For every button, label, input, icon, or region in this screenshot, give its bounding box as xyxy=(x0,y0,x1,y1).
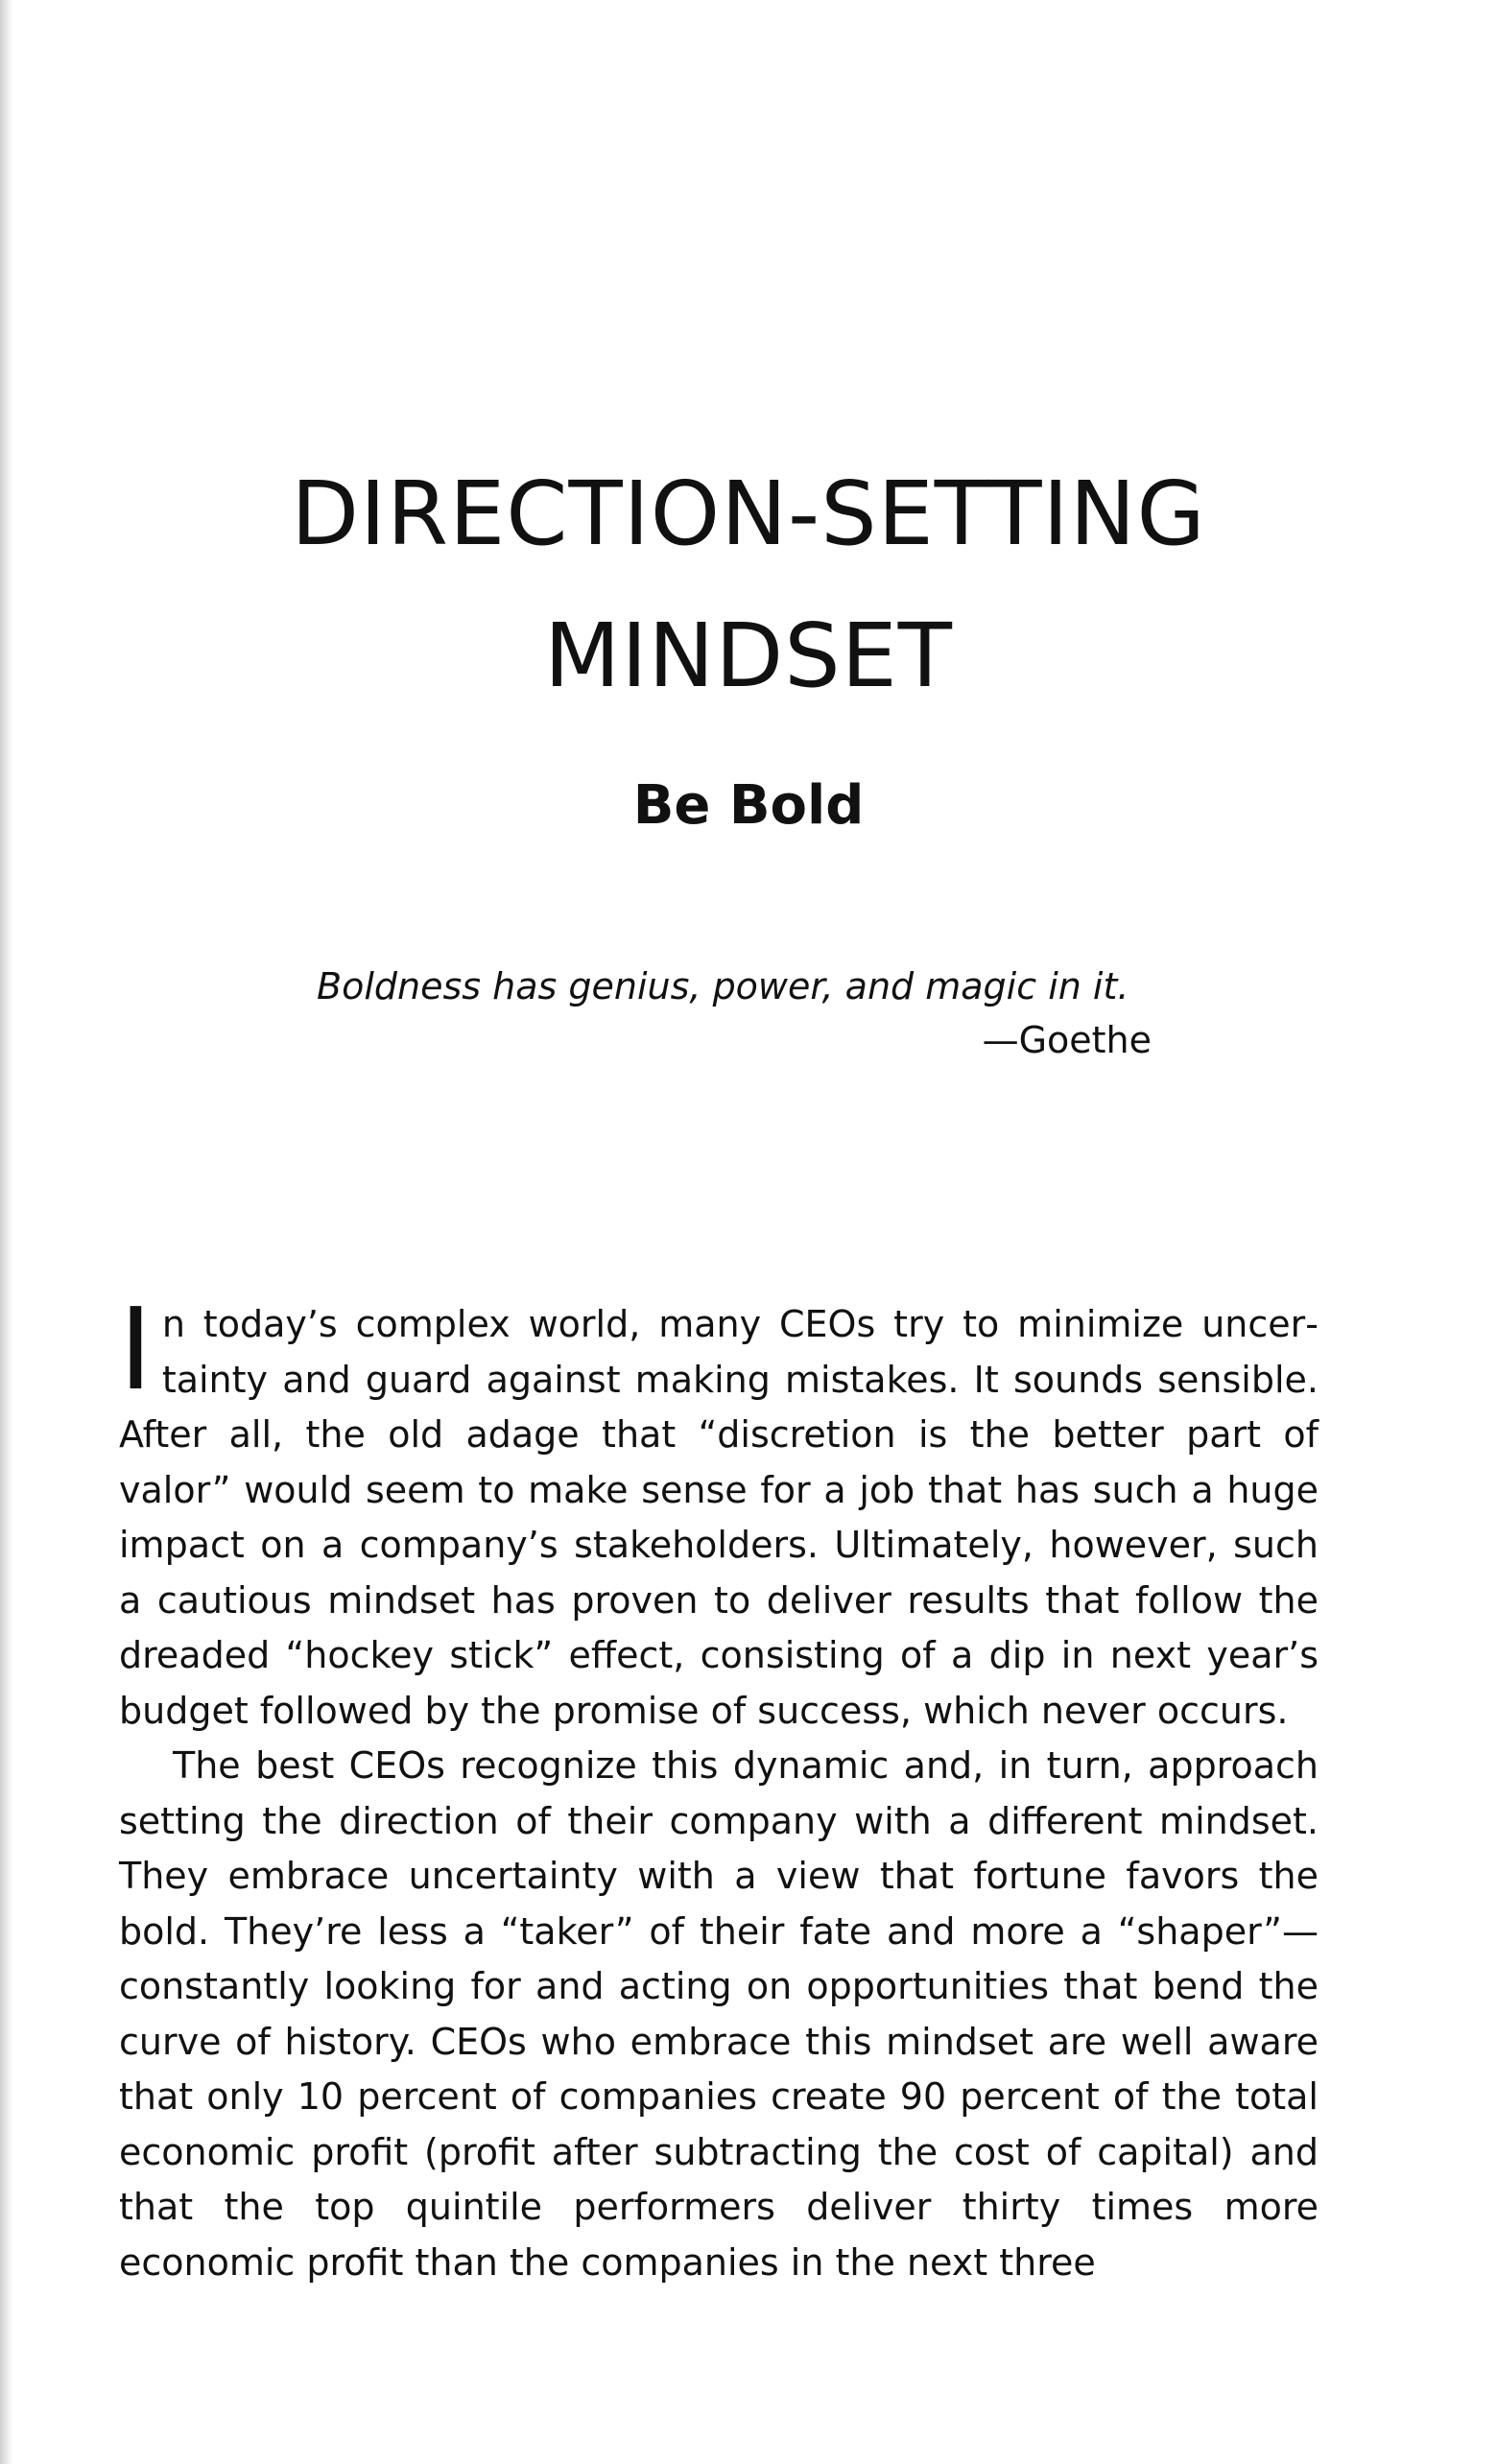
chapter-subtitle: Be Bold xyxy=(632,774,865,837)
chapter-title-line-1: DIRECTION-SETTING xyxy=(291,462,1206,565)
body-paragraph-1: In today’s complex world, many CEOs try to minimize uncertainty and guard against making mistakes. It sounds sensible. After all, the old adage that “discretion is the better part of valor” would seem to make sense for a job that has such a huge impact on a company’s stakeholders. Ultimately, however, such a cautious mindset has proven to deliver results that follow the dreaded “hockey stick” effect, consisting of a dip in next year’s budget followed by the promise of success, which never occurs. xyxy=(119,1283,1319,1732)
epigraph xyxy=(317,960,1152,1067)
body-text xyxy=(119,1283,1319,2290)
chapter-title-line-2: MINDSET xyxy=(544,604,953,707)
epigraph-attribution: —Goethe xyxy=(982,1019,1152,1061)
page-edge xyxy=(0,0,13,2464)
chapter-title xyxy=(0,443,1497,727)
epigraph-quote: Boldness has genius, power, and magic in it. xyxy=(317,965,1129,1007)
body-paragraph-2: The best CEOs recognize this dynamic and, in turn, approach setting the direction of their company with a different mindset. They embrace uncertainty with a view that fortune favors the bold. They’re less a “taker” of their fate and more a “shaper”—constantly looking for and acting on opportunities that bend the curve of history. CEOs who embrace this mindset are well aware that only 10 percent of companies create 90 percent of the total economic profit (profit after subtracting the cost of capital) and that the top quintile performers deliver thirty times more economic profit than the companies in the next three xyxy=(119,1744,1319,2284)
